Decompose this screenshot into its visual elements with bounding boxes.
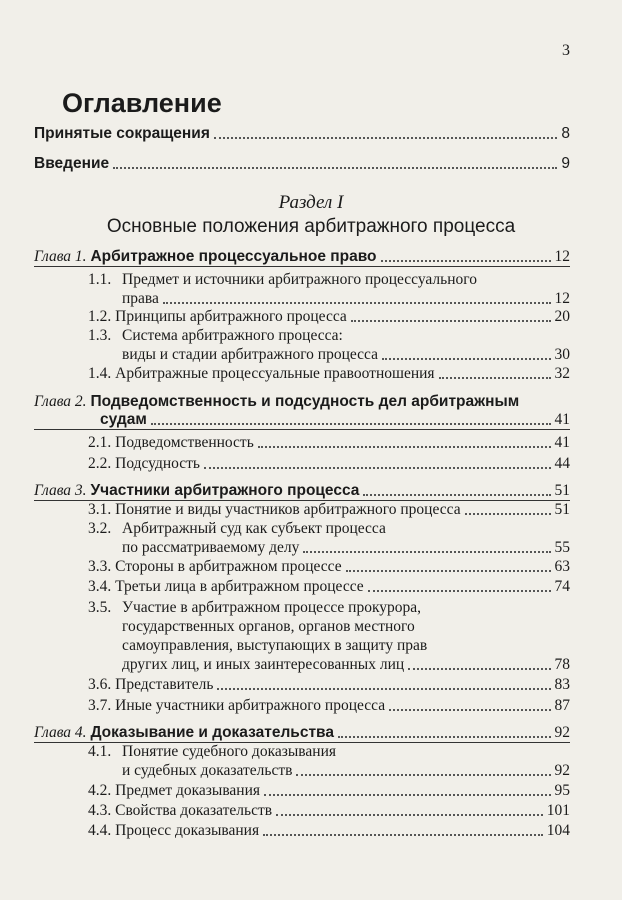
toc-page-number: 63	[554, 558, 570, 575]
toc-item-number: 4.2.	[88, 782, 112, 799]
toc-chapter-2[interactable]	[100, 411, 570, 429]
toc-item-label: Представитель	[115, 676, 214, 693]
chapter-title: Подведомственность и подсудность дел арбитражным	[90, 393, 520, 410]
toc-page-number: 92	[554, 762, 570, 779]
leader-dots	[113, 167, 557, 169]
toc-item-label: и судебных доказательств	[122, 762, 293, 779]
toc-item-3-7[interactable]	[88, 697, 570, 715]
leader-dots	[389, 709, 550, 711]
toc-page-number: 9	[561, 155, 570, 172]
toc-item-number: 2.1.	[88, 434, 112, 451]
toc-item-label: Понятие и виды участников арбитражного процесса	[115, 501, 461, 518]
chapter-prefix: Глава 2.	[34, 393, 87, 410]
toc-chapter-2-title[interactable]	[34, 393, 519, 411]
toc-item-label: по рассматриваемому делу	[122, 539, 300, 556]
chapter-prefix: Глава 3.	[34, 482, 87, 499]
toc-page-number: 12	[554, 290, 570, 307]
chapter-title: Арбитражное процессуальное право	[90, 248, 377, 265]
toc-page-number: 51	[554, 482, 570, 499]
toc-item-3-6[interactable]	[88, 676, 570, 694]
chapter-prefix: Глава 4.	[34, 724, 87, 741]
toc-item-3-2[interactable]	[122, 539, 570, 557]
section-number: Раздел I	[278, 192, 344, 213]
chapter-title: Участники арбитражного процесса	[90, 482, 360, 499]
toc-item-number: 3.1.	[88, 501, 112, 518]
toc-item-number: 4.1.	[88, 743, 112, 760]
leader-dots	[368, 590, 551, 592]
leader-dots	[151, 423, 551, 425]
toc-entry-label: Введение	[34, 155, 110, 172]
chapter-divider	[34, 266, 570, 267]
toc-item-label: права	[122, 290, 159, 307]
toc-page-number: 32	[554, 365, 570, 382]
toc-page-number: 44	[554, 455, 570, 472]
toc-chapter-1[interactable]	[34, 248, 570, 266]
toc-item-number: 1.2.	[88, 308, 112, 325]
toc-item-number: 2.2.	[88, 455, 112, 472]
toc-page-number: 101	[546, 802, 570, 819]
leader-dots	[363, 494, 550, 496]
toc-item-number: 3.5.	[88, 599, 112, 616]
toc-item-2-1[interactable]	[88, 434, 570, 452]
leader-dots	[346, 570, 551, 572]
toc-item-label: Система арбитражного процесса:	[122, 327, 343, 344]
toc-page-number: 92	[554, 724, 570, 741]
toc-item-label: Арбитражные процессуальные правоотношения	[115, 365, 435, 382]
toc-entry-label: Принятые сокращения	[34, 125, 210, 142]
leader-dots	[382, 358, 551, 360]
leader-dots	[296, 774, 550, 776]
toc-item-4-3[interactable]	[88, 802, 570, 820]
toc-item-label: Предмет и источники арбитражного процессуального	[122, 271, 477, 288]
leader-dots	[276, 814, 543, 816]
toc-page-number: 87	[554, 697, 570, 714]
toc-item-number: 4.4.	[88, 822, 112, 839]
toc-item-label: Процесс доказывания	[115, 822, 260, 839]
chapter-title: Доказывание и доказательства	[90, 724, 334, 741]
toc-item-number: 4.3.	[88, 802, 112, 819]
toc-page-number: 55	[554, 539, 570, 556]
toc-page-number: 20	[554, 308, 570, 325]
leader-dots	[217, 688, 550, 690]
toc-entry-abbreviations[interactable]	[34, 125, 570, 143]
toc-item-number: 1.4.	[88, 365, 112, 382]
toc-item-label: Иные участники арбитражного процесса	[115, 697, 386, 714]
chapter-prefix: Глава 1.	[34, 248, 87, 265]
toc-item-label: Подведомственность	[115, 434, 254, 451]
toc-item-1-1[interactable]	[122, 290, 570, 308]
toc-item-label: Третьи лица в арбитражном процессе	[115, 578, 364, 595]
leader-dots	[163, 302, 551, 304]
toc-item-label: Понятие судебного доказывания	[122, 743, 336, 760]
section-title: Основные положения арбитражного процесса	[106, 216, 516, 237]
toc-item-4-4[interactable]	[88, 822, 570, 840]
toc-item-number: 1.3.	[88, 327, 112, 344]
toc-item-number: 3.4.	[88, 578, 112, 595]
toc-item-label: Свойства доказательств	[115, 802, 273, 819]
toc-entry-introduction[interactable]	[34, 155, 570, 173]
toc-item-1-4[interactable]	[88, 365, 570, 383]
leader-dots	[303, 551, 550, 553]
toc-item-label: Арбитражный суд как субъект процесса	[122, 520, 386, 537]
toc-page-number: 78	[554, 656, 570, 673]
toc-item-3-1[interactable]	[88, 501, 570, 519]
toc-page-number: 74	[554, 578, 570, 595]
leader-dots	[465, 513, 551, 515]
toc-item-label: самоуправления, выступающих в защиту прав	[122, 637, 428, 654]
toc-page-number: 8	[561, 125, 570, 142]
toc-page-number: 51	[554, 501, 570, 518]
toc-item-label: Предмет доказывания	[115, 782, 261, 799]
leader-dots	[338, 736, 551, 738]
leader-dots	[439, 377, 551, 379]
leader-dots	[264, 794, 550, 796]
toc-item-1-2[interactable]	[88, 308, 570, 326]
toc-item-number: 3.7.	[88, 697, 112, 714]
page-title: Оглавление	[62, 88, 222, 118]
toc-item-label: Стороны в арбитражном процессе	[115, 558, 342, 575]
leader-dots	[214, 137, 558, 139]
page-number: 3	[562, 42, 570, 59]
toc-item-1-3[interactable]	[122, 346, 570, 364]
leader-dots	[204, 467, 551, 469]
toc-item-3-3[interactable]	[88, 558, 570, 576]
toc-item-4-2[interactable]	[88, 782, 570, 800]
toc-item-number: 1.1.	[88, 271, 112, 288]
leader-dots	[263, 834, 543, 836]
toc-item-number: 3.6.	[88, 676, 112, 693]
toc-chapter-4[interactable]	[34, 724, 570, 742]
toc-item-number: 3.2.	[88, 520, 112, 537]
leader-dots	[258, 446, 551, 448]
toc-chapter-3[interactable]	[34, 482, 570, 500]
toc-page-number: 41	[554, 411, 570, 428]
toc-item-label: Участие в арбитражном процессе прокурора,	[122, 599, 422, 616]
toc-page-number: 30	[554, 346, 570, 363]
chapter-title: судам	[100, 411, 147, 428]
toc-item-label: государственных органов, органов местного	[122, 618, 415, 635]
toc-item-3-4[interactable]	[88, 578, 570, 596]
toc-page-number: 95	[554, 782, 570, 799]
toc-item-2-2[interactable]	[88, 455, 570, 473]
toc-item-label: Принципы арбитражного процесса	[115, 308, 347, 325]
toc-item-label: Подсудность	[115, 455, 200, 472]
toc-page-number: 83	[554, 676, 570, 693]
toc-item-label: других лиц, и иных заинтересованных лиц	[122, 656, 405, 673]
toc-page-number: 12	[554, 248, 570, 265]
leader-dots	[351, 320, 551, 322]
toc-page-number: 104	[546, 822, 570, 839]
leader-dots	[408, 668, 550, 670]
chapter-divider	[34, 429, 570, 430]
toc-item-3-5[interactable]	[122, 656, 570, 674]
toc-item-label: виды и стадии арбитражного процесса	[122, 346, 378, 363]
toc-item-4-1[interactable]	[122, 762, 570, 780]
toc-item-number: 3.3.	[88, 558, 112, 575]
leader-dots	[381, 260, 551, 262]
toc-page-number: 41	[554, 434, 570, 451]
